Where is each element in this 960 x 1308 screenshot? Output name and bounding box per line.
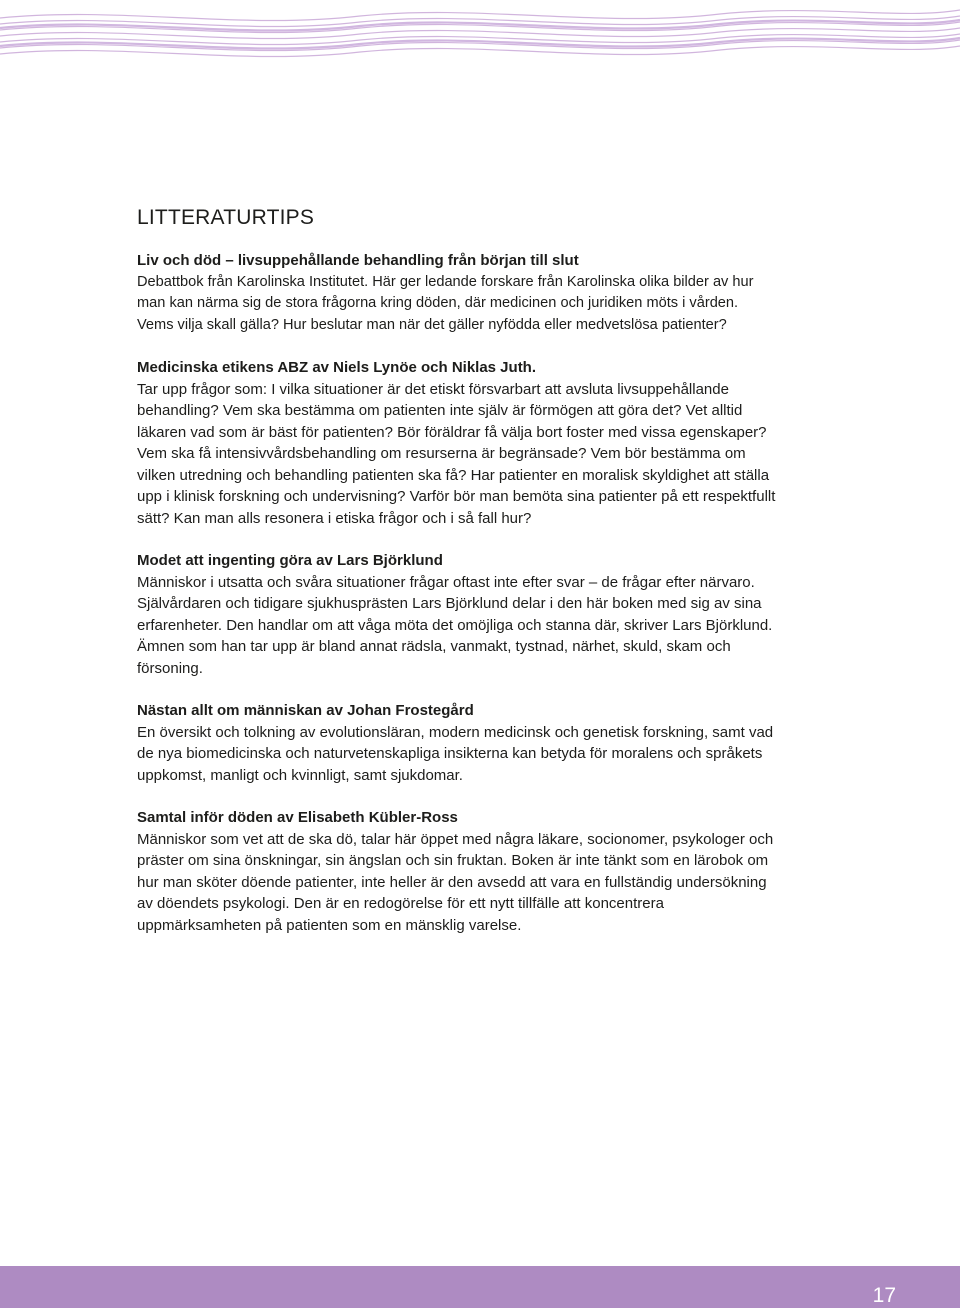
book-title: Modet att ingenting göra av Lars Björklund [137,552,443,569]
book-description: Debattbok från Karolinska Institutet. Här ger ledande forskare från Karolinska olika bilder av hur man kan närma sig de stora frågorna kring döden, där medicinen och juridiken möts i vården. Vems vilja skall gälla? Hur beslutar man när det gäller nyfödda eller medvetslösa patienter? [137,273,754,333]
book-title: Liv och död – livsuppehållande behandling från början till slut [137,252,579,269]
book-description: Människor i utsatta och svåra situationer frågar oftast inte efter svar – de frågar efter närvaro. Självårdaren och tidigare sjukhusprästen Lars Björklund delar i den här boken med sig av sina erfarenheter. Den handlar om att våga möta det omöjliga och stanna där, skriver Lars Björklund. Ämnen som han tar upp är bland annat rädsla, vanmakt, tystnad, närhet, skuld, skam och försoning. [137,573,773,677]
book-entry [137,700,777,786]
book-entry [137,550,777,679]
book-title: Samtal inför döden av Elisabeth Kübler-Ross [137,809,458,826]
book-title: Medicinska etikens ABZ av Niels Lynöe och Niklas Juth. [137,359,537,376]
book-entry [137,357,777,529]
decorative-wave-header [0,0,960,80]
book-description: Tar upp frågor som: I vilka situationer är det etiskt försvarbart att avsluta livsuppehållande behandling? Vem ska bestämma om patienten inte själv är förmögen att göra det? Vet alltid läkaren vad som är bäst för patienten? Bör föräldrar få välja bort foster med vissa egenskaper? Vem ska få intensivvårdsbehandling om resurserna är begränsade? Vem bör bestämma om vilken utredning och behandling patienten ska få? Har patienter en moralisk skyldighet att ställa upp i klinisk forskning och undervisning? Varför bör man bemöta sina patienter på ett respektfullt sätt? Kan man alls resonera i etiska frågor och i så fall hur? [137,380,776,527]
footer-bar [0,1266,960,1308]
book-description: Människor som vet att de ska dö, talar här öppet med några läkare, socionomer, psykologer och präster om sina önskningar, sin ängslan och sin fruktan. Boken är inte tänkt som en lärobok om hur man sköter döende patienter, inte heller är den avsedd att vara en fullständig undersökning av döendets psykologi. Den är en redogörelse för ett nytt tillfälle att koncentrera uppmärksamheten på patienten som en mänsklig varelse. [137,830,774,934]
book-entry [137,250,777,336]
book-entry [137,807,777,936]
main-content [137,206,777,957]
section-heading: LITTERATURTIPS [137,206,315,229]
page-number: 17 [872,1284,896,1307]
book-description: En översikt och tolkning av evolutionsläran, modern medicinsk och genetisk forskning, samt vad de nya biomedicinska och naturvetenskapliga insikterna kan betyda för moralens och språkets uppkomst, manligt och kvinnligt, samt sjukdomar. [137,723,774,784]
book-title: Nästan allt om människan av Johan Frostegård [137,702,474,719]
